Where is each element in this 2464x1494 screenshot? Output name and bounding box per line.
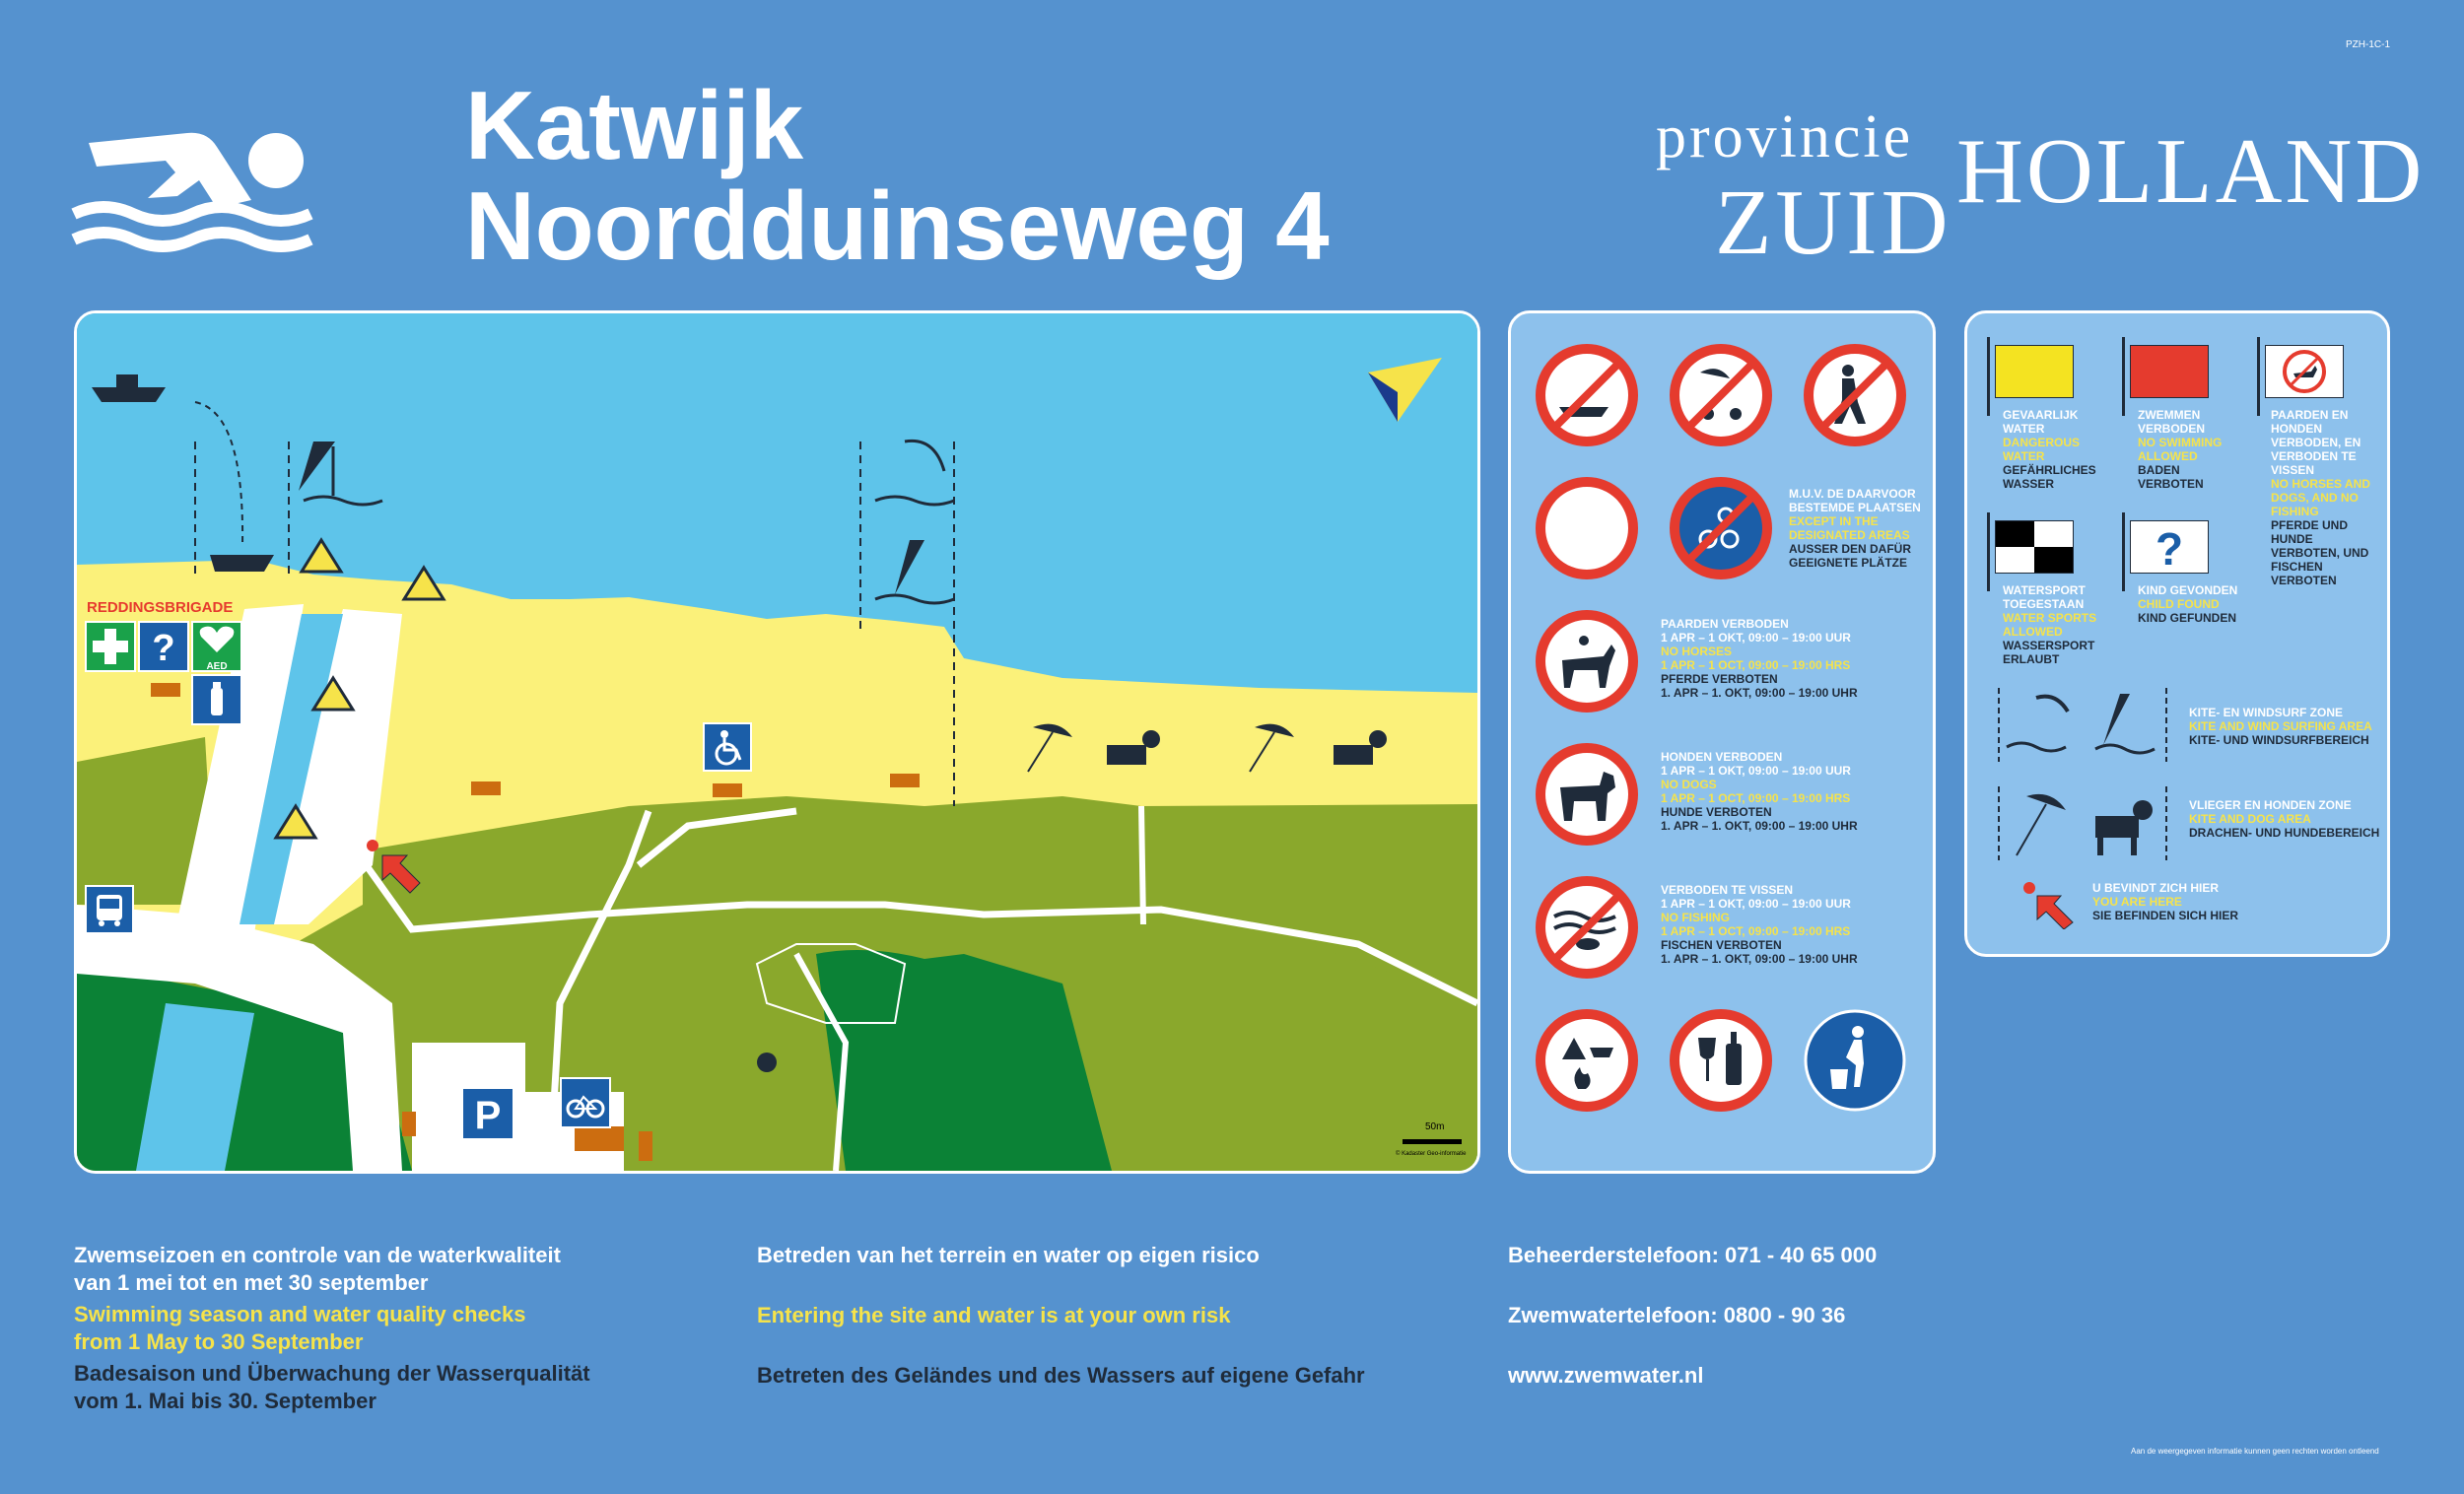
no-alcohol-icon — [1669, 1008, 1773, 1113]
contact-text — [1508, 1242, 1877, 1390]
horses-text: PAARDEN VERBODEN 1 APR – 1 OKT, 09:00 – 19:00 UUR NO HORSES 1 APR – 1 OCT, 09:00 – 19:00 HRS PFERDE VERBOTEN 1. APR – 1. OKT, 09:00 – 19:00 UHR — [1661, 617, 1858, 700]
svg-text:?: ? — [152, 628, 175, 669]
litter-bin-icon — [1803, 1008, 1907, 1113]
swim-water-phone: Zwemwatertelefoon: 0800 - 90 36 — [1508, 1303, 1846, 1327]
flag-pole — [2257, 337, 2260, 416]
you-are-here-text: U BEVINDT ZICH HIER YOU ARE HERE SIE BEFINDEN SICH HIER — [2092, 881, 2239, 922]
kite-surf-zone-icon — [1997, 688, 2169, 762]
no-fishing-icon — [1535, 875, 1639, 980]
scale-label: 50m — [1425, 1121, 1445, 1132]
bicycle-parking-icon — [560, 1077, 611, 1128]
information-icon — [138, 621, 189, 672]
map-copyright: © Kadaster Geo-informatie — [1396, 1151, 1467, 1157]
yellow-flag-icon — [1995, 345, 2074, 398]
first-aid-icon — [85, 621, 136, 672]
swimmer-icon — [69, 123, 315, 261]
title-line-1: Katwijk — [465, 71, 804, 179]
no-camping-fire-icon — [1535, 1008, 1639, 1113]
sign-code: PZH-1C-1 — [2346, 39, 2391, 50]
rescue-brigade-label: REDDINGSBRIGADE — [87, 599, 234, 616]
aed-label: AED — [206, 661, 228, 672]
title-line-2: Noordduinseweg 4 — [465, 171, 1330, 280]
fire-extinguisher-icon — [191, 674, 242, 725]
empty-prohibition-icon — [1535, 476, 1639, 580]
no-bicycles-icon — [1669, 476, 1773, 580]
child-found-flag-icon — [2130, 520, 2209, 574]
fishing-text: VERBODEN TE VISSEN 1 APR – 1 OKT, 09:00 – 19:00 UUR NO FISHING 1 APR – 1 OCT, 09:00 – 19:00 HRS FISCHEN VERBOTEN 1. APR – 1. OKT, 09:00 – 19:00 UHR — [1661, 883, 1858, 966]
horses-dogs-flag-icon — [2265, 345, 2344, 398]
parking-icon — [461, 1087, 514, 1140]
logo-provincie: provincie — [1656, 103, 1914, 170]
red-flag-text: ZWEMMEN VERBODEN NO SWIMMING ALLOWED BADEN VERBOTEN — [2138, 408, 2223, 491]
red-flag-icon — [2130, 345, 2209, 398]
beach-map — [74, 310, 1480, 1174]
website-link[interactable]: www.zwemwater.nl — [1508, 1363, 1704, 1388]
risk-text: Betreden van het terrein en water op eigen risico Entering the site and water is at your own risk Betreten des Geländes und des Wassers auf eigene Gefahr — [757, 1243, 1365, 1388]
season-text: Zwemseizoen en controle van de waterkwaliteit van 1 mei tot en met 30 september Swimming season and water quality checks from 1 May to 30 September Badesaison und Überwachung der Wasserqualität vom 1. Mai bis 30. September — [74, 1243, 590, 1413]
disclaimer: Aan de weergegeven informatie kunnen geen rechten worden ontleend — [2131, 1447, 2379, 1456]
svg-text:P: P — [474, 1094, 502, 1137]
flag-pole — [2122, 337, 2125, 416]
designated-areas-text: M.U.V. DE DAARVOOR BESTEMDE PLAATSEN EXCEPT IN THE DESIGNATED AREAS AUSSER DEN DAFÜR GEEIGNETE PLÄTZE — [1789, 487, 1921, 570]
rules-panel — [1508, 310, 1936, 1174]
you-are-here-icon — [2021, 880, 2076, 929]
horses-dogs-text: PAARDEN EN HONDEN VERBODEN, EN VERBODEN TE VISSEN NO HORSES AND DOGS, AND NO FISHING PFERDE UND HUNDE VERBOTEN, UND FISCHEN VERBOTEN — [2271, 408, 2370, 587]
dog-zone-text: VLIEGER EN HONDEN ZONE KITE AND DOG AREA DRACHEN- UND HUNDEBEREICH — [2189, 798, 2380, 840]
logo-holland: HOLLAND — [1956, 120, 2426, 223]
no-horses-icon — [1535, 609, 1639, 713]
yellow-flag-text: GEVAARLIJK WATER DANGEROUS WATER GEFÄHRLICHES WASSER — [2003, 408, 2096, 491]
logo-zuid: ZUID — [1715, 171, 1952, 274]
svg-text:?: ? — [2155, 523, 2184, 573]
wheelchair-icon — [703, 722, 752, 772]
dogs-text: HONDEN VERBODEN 1 APR – 1 OKT, 09:00 – 19:00 UUR NO DOGS 1 APR – 1 OCT, 09:00 – 19:00 HRS HUNDE VERBOTEN 1. APR – 1. OKT, 09:00 – 19:00 UHR — [1661, 750, 1858, 833]
flag-pole — [1987, 512, 1990, 591]
no-kite-buggy-icon — [1669, 343, 1773, 447]
kite-zone-text: KITE- EN WINDSURF ZONE KITE AND WIND SURFING AREA KITE- UND WINDSURFBEREICH — [2189, 706, 2372, 747]
manager-phone: Beheerderstelefoon: 071 - 40 65 000 — [1508, 1243, 1878, 1267]
no-feeding-birds-icon — [1803, 343, 1907, 447]
flag-pole — [2122, 512, 2125, 591]
no-dogs-icon — [1535, 742, 1639, 847]
kite-dog-zone-icon — [1997, 786, 2169, 860]
no-jetski-icon — [1535, 343, 1639, 447]
checkered-flag-icon — [1995, 520, 2074, 574]
legend-panel — [1964, 310, 2390, 957]
checkered-flag-text: WATERSPORT TOEGESTAAN WATER SPORTS ALLOWED WASSERSPORT ERLAUBT — [2003, 583, 2097, 666]
bus-stop-icon — [85, 885, 134, 934]
flag-pole — [1987, 337, 1990, 416]
child-found-text: KIND GEVONDEN CHILD FOUND KIND GEFUNDEN — [2138, 583, 2238, 625]
aed-icon — [191, 621, 242, 672]
